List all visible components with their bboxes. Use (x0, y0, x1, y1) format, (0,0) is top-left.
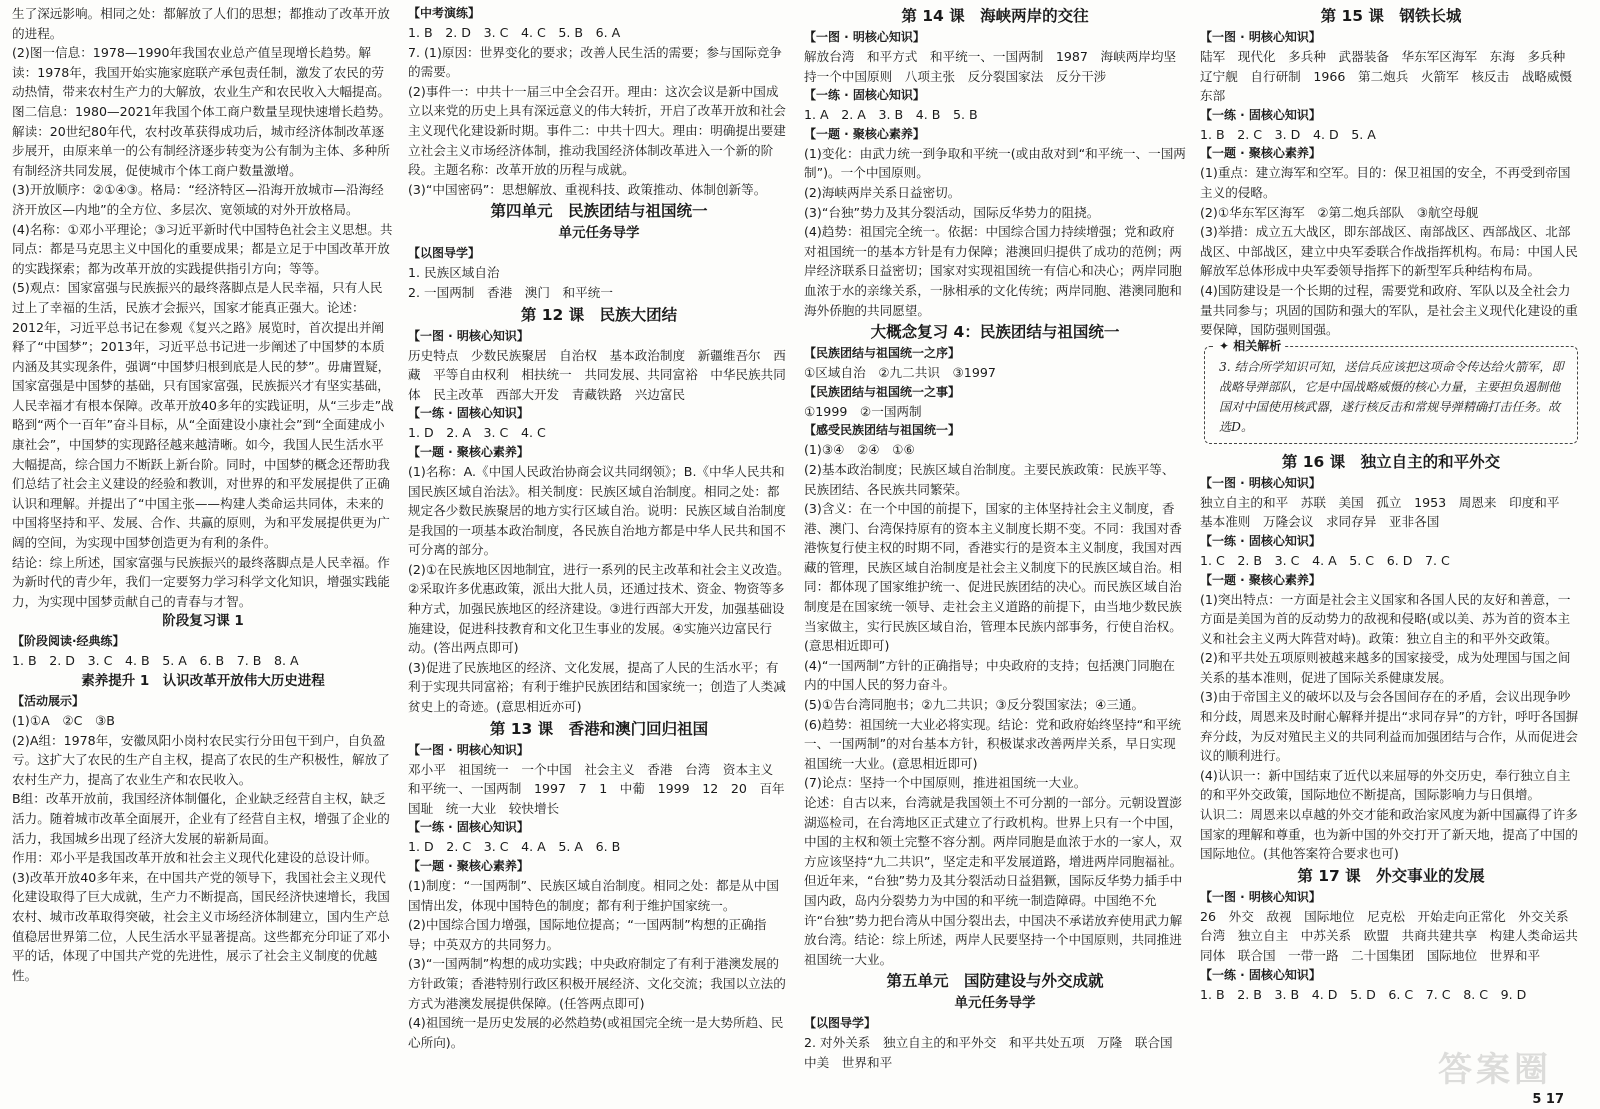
answer-paragraph: (1)③④ ②④ ①⑥ (804, 442, 915, 458)
lesson-title: 第 16 课 独立自主的和平外交 (1281, 452, 1501, 471)
column-4 (1196, 4, 1592, 1109)
answer-paragraph: (2)①华东军区海军 ②第二炮兵部队 ③航空母舰 (1200, 204, 1479, 220)
section-label: 【一图 · 明核心知识】 (1200, 475, 1321, 490)
section-label: 【阶段阅读·经典练】 (12, 634, 125, 649)
answer-paragraph: 2. 对外关系 独立自主的和平外交 和平共处五项 万隆 联合国 中美 世界和平 (804, 1035, 1186, 1070)
answer-paragraph: (3)改革开放40多年来，在中国共产党的领导下，我国社会主义现代化建设取得了巨大成就，生产力不断提高，国民经济快速增长，我国农村、城市改革取得突破，社会主义市场经济体制建立，国内生产总值稳居世界第二位，人民生活水平显著提高。这些都充分印证了邓小平的话，体现了中国共产党的先进性，展示了社会主义制度的优越性。 (12, 869, 390, 983)
answer-paragraph: (5)①告台湾同胞书；②九二共识；③反分裂国家法；④三通。 (804, 697, 1145, 713)
answer-paragraph: (4)认识一：新中国结束了近代以来屈辱的外交历史，奉行独立自主的和平外交政策，国际地位不断提高，国际影响力与日俱增。 (1200, 767, 1571, 803)
lesson-title: 大概念复习 4：民族团结与祖国统一 (870, 323, 1120, 342)
answer-paragraph: (2)A组：1978年，安徽凤阳小岗村农民实行分田包干到户，自负盈亏。这扩大了农民的生产自主权，提高了农民的生产积极性，解放了农村生产力，提高了农业生产和农民收入。 (12, 732, 390, 787)
answer-paragraph: 认识二：周恩来以卓越的外交才能和政治家风度为新中国赢得了许多国家的理解和尊重，也为新中国的外交打开了新天地，提高了中国的国际地位。(其他答案符合要求也可) (1200, 807, 1578, 862)
lesson-title: 第 13 课 香港和澳门回归祖国 (489, 719, 709, 738)
answer-paragraph: 1. B 2. C 3. D 4. D 5. A (1200, 126, 1376, 142)
section-label: 【活动展示】 (12, 694, 85, 708)
page-number: 5 17 (1532, 1092, 1564, 1107)
section-label: 【一图 · 明核心知识】 (1200, 30, 1321, 44)
answer-paragraph: 论述：自古以来，台湾就是我国领土不可分割的一部分。元朝设置澎湖巡检司，在台湾地区正式建立了行政机构。世界上只有一个中国，中国的主权和领土完整不容分割。两岸同胞是血浓于水的一家人，双方应该坚持“九二共识”，坚定走和平发展道路，增进两岸同胞福祉。但近年来，“台独”势力及其分裂活动日益猖獗，国际反华势力插手中国内政，岛内分裂势力为中国的和平统一制造障碍。中国绝不允许“台独”势力把台湾从中国分裂出去，中国决不承诺放弃使用武力解放台湾。结论：综上所述，两岸人民要坚持一个中国原则，共同推进祖国统一大业。 (804, 795, 1183, 967)
section-label: 【一练 · 固核心知识】 (1200, 533, 1321, 548)
answer-paragraph: (1)重点：建立海军和空军。目的：保卫祖国的安全，不再受到帝国主义的侵略。 (1200, 165, 1571, 200)
answer-paragraph: (3)开放顺序：②①④③。格局：“经济特区—沿海开放城市—沿海经济开放区—内地”的全方位、多层次、宽领域的对外开放格局。 (12, 182, 384, 217)
answer-paragraph: 1. A 2. A 3. B 4. B 5. B (804, 107, 978, 123)
answer-paragraph: (4)趋势：祖国完全统一。依据：中国综合国力持续增强；党和政府对祖国统一的基本方针是有力保障；港澳回归提供了成功的范例；两岸经济联系日益密切；国家对实现祖国统一有信心和决心；两岸同胞血浓于水的亲缘关系，一脉相承的文化传统；两岸同胞、港澳同胞和海外侨胞的共同愿望。 (804, 224, 1182, 318)
answer-paragraph: 1. B 2. B 3. B 4. D 5. D 6. C 7. C 8. C 9. D (1200, 986, 1527, 1002)
answer-paragraph: 结论：综上所述，国家富强与民族振兴的最终落脚点是人民幸福。作为新时代的青少年，我们一定要努力学习科学文化知识，增强实践能力，为实现中国梦贡献自己的青春与才智。 (12, 554, 390, 609)
answer-paragraph: (4)祖国统一是历史发展的必然趋势(或祖国完全统一是大势所趋、民心所向)。 (408, 1015, 784, 1050)
answer-paragraph: 陆军 现代化 多兵种 武器装备 华东军区海军 东海 多兵种 辽宁舰 自行研制 1966 第二炮兵 火箭军 核反击 战略威慑 东部 (1200, 49, 1585, 104)
answer-paragraph: 邓小平 祖国统一 一个中国 社会主义 香港 台湾 资本主义 和平统一、一国两制 1997 7 1 中葡 1999 12 20 百年国耻 统一大业 较快增长 (408, 761, 786, 816)
section-label: 【一图 · 明核心知识】 (1200, 889, 1321, 904)
section-label: 【感受民族团结与祖国统一】 (804, 423, 961, 438)
answer-paragraph: 解放台湾 和平方式 和平统一、一国两制 1987 海峡两岸均坚持一个中国原则 八项主张 反分裂国家法 反分干涉 (804, 49, 1177, 84)
answer-paragraph: (1)名称：A.《中国人民政治协商会议共同纲领》；B.《中华人民共和国民族区域自治法》。相关制度：民族区域自治制度。相同之处：都规定各少数民族聚居的地方实行区域自治。说明：民族区域自治制度是我国的一项基本政治制度，各民族自治地方都是中华人民共和国不可分离的部分。 (408, 463, 786, 558)
answer-paragraph: (2)①在民族地区因地制宜，进行一系列的民主改革和社会主义改造。②采取许多优惠政策，派出大批人员，还通过技术、资金、物资等多种方式，加强民族地区的经济建设。③进行西部大开发，加强基础设施建设，促进科技教育和文化卫生事业的发展。④实施兴边富民行动。(答出两点即可) (408, 561, 790, 656)
section-label: 【一题 · 聚核心素养】 (804, 126, 925, 141)
column-3 (800, 4, 1196, 1109)
column-1 (8, 4, 404, 1109)
subsection-title: 阶段复习课 1 (162, 613, 244, 630)
answer-paragraph: (2)事件一：中共十一届三中全会召开。理由：这次会议是新中国成立以来党的历史上具有深远意义的伟大转折，开启了改革开放和社会主义现代化建设新时期。事件二：中共十四大。理由：明确提出要建立社会主义市场经济体制，推动我国经济体制改革进入一个新的阶段。主题名称：改革开放的历程与成就。 (408, 83, 786, 178)
analysis-box (1204, 338, 1578, 444)
answer-paragraph: (3)“中国密码”：思想解放、重视科技、政策推动、体制创新等。 (408, 181, 767, 197)
section-label: 【中考演练】 (408, 6, 481, 20)
answer-paragraph: (3)“台独”势力及其分裂活动，国际反华势力的阻挠。 (804, 204, 1100, 220)
answer-paragraph: ①1999 ②一国两制 (804, 403, 922, 419)
section-label: 【一图 · 明核心知识】 (408, 328, 529, 343)
answer-paragraph: 2. 一国两制 香港 澳门 和平统一 (408, 284, 613, 300)
answer-paragraph: (5)观点：国家富强与民族振兴的最终落脚点是人民幸福，只有人民过上了幸福的生活，民族才会振兴，国家才能真正强大。论述：2012年，习近平总书记在参观《复兴之路》展览时，首次提出并阐释了“中国梦”；2013年，习近平总书记进一步阐述了中国梦的本质内涵及其实现条件，强调“中国梦归根到底是人民的梦”。毋庸置疑，国家富强是中国梦的基础，只有国家富强，民族振兴才有坚实基础，人民幸福才有根本保障。改革开放40多年的实践证明，从“三步走”战略到“两个一百年”奋斗目标，从“全面建设小康社会”到“全面建成小康社会”，中国梦的实现路径越来越清晰。如今，我国人民生活水平大幅提高，综合国力不断跃上新台阶。同时，中国梦的概念还帮助我们总结了社会主义建设的经验和教训，对世界的和平发展提供了正确认识和理解。并提出了“中国主张——构建人类命运共同体，未来的中国将坚持和平、发展、合作、共赢的原则，为和平发展提供更为广阔的空间，为实现中国梦创造更为有利的条件。 (12, 280, 394, 551)
lesson-title: 第四单元 民族团结与祖国统一 (490, 202, 708, 221)
answer-paragraph: 1. 民族区域自治 (408, 265, 500, 281)
section-label: 【一题 · 聚核心素养】 (1200, 572, 1321, 587)
section-label: 【一练 · 固核心知识】 (1200, 107, 1321, 122)
answer-paragraph: (1)突出特点：一方面是社会主义国家和各国人民的友好和善意，一方面是美国为首的反动势力的敌视和侵略(或以美、苏为首的资本主义和社会主义两大阵营对峙)。政策：独立自主的和平外交政策。 (1200, 591, 1571, 646)
answer-paragraph: ①区域自治 ②九二共识 ③1997 (804, 365, 996, 381)
answer-paragraph: (3)含义：在一个中国的前提下，国家的主体坚持社会主义制度，香港、澳门、台湾保持原有的资本主义制度长期不变。不同：我国对香港恢复行使主权的时期不同，香港实行的是资本主义制度，我国对西藏的管理，民族区域自治制度是社会主义制度下的民族区域自治。相同：都体现了国家维护统一、促进民族团结的决心。而民族区域自治制度是在国家统一领导、走社会主义道路的前提下，由当地少数民族当家做主，实行民族区域自治，管理本民族内部事务，行使自治权。(意思相近即可) (804, 501, 1182, 654)
section-label: 【一题 · 聚核心素养】 (1200, 146, 1321, 161)
subsection-title: 素养提升 1 认识改革开放伟大历史进程 (81, 673, 325, 689)
section-label: 【以图导学】 (408, 246, 481, 261)
answer-paragraph: (2)基本政治制度；民族区域自治制度。主要民族政策：民族平等、民族团结、各民族共同繁荣。 (804, 461, 1175, 497)
answer-paragraph: (2)海峡两岸关系日益密切。 (804, 184, 961, 200)
lesson-title: 第 17 课 外交事业的发展 (1297, 866, 1485, 885)
lesson-title: 第五单元 国防建设与外交成就 (886, 972, 1104, 991)
answer-paragraph: (3)举措：成立五大战区，即东部战区、南部战区、西部战区、北部战区、中部战区，建立中央军委联合作战指挥机构。布局：中国人民解放军总体形成中央军委领导指挥下的新型军兵种结构布局。 (1200, 224, 1578, 279)
answer-paragraph: 独立自主的和平 苏联 美国 孤立 1953 周恩来 印度和平 基本准则 万隆会议 求同存异 亚非各国 (1200, 494, 1573, 530)
answer-paragraph: (3)“一国两制”构想的成功实践；中央政府制定了有利于港澳发展的方针政策；香港特别行政区积极开展经济、文化交流；我国以立法的方式为港澳发展提供保障。(任答两点即可) (408, 956, 786, 1011)
answer-paragraph: (1)①A ②C ③B (12, 713, 115, 728)
section-label: 【民族团结与祖国统一之事】 (804, 384, 961, 399)
section-label: 【一图 · 明核心知识】 (408, 742, 529, 757)
analysis-box-tag: ✦ 相关解析 (1215, 337, 1285, 354)
section-label: 【一题 · 聚核心素养】 (408, 859, 529, 873)
section-label: 【一练 · 固核心知识】 (408, 820, 529, 835)
answer-paragraph: (4)国防建设是一个长期的过程，需要党和政府、军队以及全社会力量共同参与；巩固的国防和强大的军队，是社会主义现代化建设的重要保障，国防强则国强。 (1200, 282, 1578, 338)
answer-paragraph: 1. B 2. D 3. C 4. B 5. A 6. B 7. B 8. A (12, 653, 299, 669)
lesson-title: 第 12 课 民族大团结 (520, 305, 678, 324)
subsection-title: 单元任务导学 (558, 225, 640, 242)
answer-paragraph: (1)变化：由武力统一到争取和平统一(或由敌对到“和平统一、一国两制”)。一个中国原则。 (804, 145, 1186, 181)
answer-paragraph: (2)图一信息：1978—1990年我国农业总产值呈现增长趋势。解读：1978年，我国开始实施家庭联产承包责任制，激发了农民的劳动热情，带来农村生产力的大解放，农业生产和农民收入大幅提高。 (12, 45, 390, 100)
section-label: 【民族团结与祖国统一之序】 (804, 346, 961, 361)
watermark-text: 答案圈 (1438, 1049, 1552, 1090)
answer-paragraph: (1)制度：“一国两制”、民族区域自治制度。相同之处：都是从中国国情出发，体现中国特色的制度；都有利于维护国家统一。 (408, 878, 779, 913)
answer-paragraph: 历史特点 少数民族聚居 自治权 基本政治制度 新疆维吾尔 西藏 平等自由权利 相扶统一 共同发展、共同富裕 中华民族共同体 民主改革 西部大开发 青藏铁路 兴边富民 (408, 347, 786, 402)
answer-paragraph: (2)和平共处五项原则被越来越多的国家接受，成为处理国与国之间关系的基本准则，促进了国际关系健康发展。 (1200, 650, 1571, 685)
answer-paragraph: (6)趋势：祖国统一大业必将实现。结论：党和政府始终坚持“和平统一、一国两制”的对台基本方针，积极谋求改善两岸关系，早日实现祖国统一大业。(意思相近即可) (804, 716, 1181, 771)
answer-paragraph: 生了深远影响。相同之处：都解放了人们的思想；都推动了改革开放的进程。 (12, 6, 390, 41)
section-label: 【一练 · 固核心知识】 (804, 88, 925, 103)
answer-paragraph: (3)由于帝国主义的破坏以及与会各国间存在的矛盾，会议出现争吵和分歧，周恩来及时耐心解释并提出“求同存异”的方针，呼吁各国摒弃分歧，为反对殖民主义的共同利益而加强团结与合作，从而促进会议的顺利进行。 (1200, 689, 1579, 764)
answer-paragraph: (4)名称：①邓小平理论；③习近平新时代中国特色社会主义思想。共同点：都是马克思主义中国化的重要成果；都是立足于中国改革开放的实践探索；都为改革开放的实践提供指引方向；等等。 (12, 221, 393, 276)
answer-paragraph: 作用：邓小平是我国改革开放和社会主义现代化建设的总设计师。 (12, 850, 378, 866)
answer-paragraph: (3)促进了民族地区的经济、文化发展，提高了人民的生活水平；有利于实现共同富裕；有利于维护民族团结和国家统一；创造了人类减贫史上的奇迹。(意思相近亦可) (408, 659, 786, 715)
answer-paragraph: B组：改革开放前，我国经济体制僵化，企业缺乏经营自主权，缺乏活力。随着城市改革全面展开，企业有了经营自主权，增强了企业的活力，我国城乡出现了经济大发展的崭新局面。 (12, 791, 390, 846)
answer-paragraph: 1. B 2. D 3. C 4. C 5. B 6. A (408, 25, 621, 40)
lesson-title: 第 15 课 钢铁长城 (1320, 7, 1462, 25)
answer-paragraph: 7. (1)原因：世界变化的要求；改善人民生活的需要；参与国际竞争的需要。 (408, 44, 782, 80)
answer-paragraph: (2)中国综合国力增强，国际地位提高；“一国两制”构想的正确指导；中英双方的共同努力。 (408, 917, 767, 952)
section-label: 【一练 · 固核心知识】 (1200, 967, 1321, 982)
answer-paragraph: 1. D 2. A 3. C 4. C (408, 425, 546, 441)
answer-paragraph: 1. C 2. B 3. C 4. A 5. C 6. D 7. C (1200, 552, 1450, 568)
subsection-title: 单元任务导学 (954, 995, 1036, 1012)
analysis-text: 3. 结合所学知识可知，送信兵应该把这项命令传达给火箭军，即战略导弹部队，它是中国战略威慑的核心力量，主要担负遏制他国对中国使用核武器，遂行核反击和常规导弹精确打击任务。故选D。 (1219, 359, 1564, 434)
answer-paragraph: 26 外交 敌视 国际地位 尼克松 开始走向正常化 外交关系 台湾 独立自主 中苏关系 欧盟 共商共建共享 构建人类命运共同体 联合国 一带一路 二十国集团 国际地位 世界和平 (1200, 908, 1582, 963)
section-label: 【以图导学】 (804, 1016, 877, 1031)
section-label: 【一练 · 固核心知识】 (408, 406, 529, 421)
column-2 (404, 4, 800, 1109)
answer-paragraph: (4)“一国两制”方针的正确指导；中央政府的支持；包括澳门同胞在内的中国人民的努力奋斗。 (804, 657, 1175, 693)
answer-paragraph: (7)论点：坚持一个中国原则，推进祖国统一大业。 (804, 775, 1087, 791)
lesson-title: 第 14 课 海峡两岸的交往 (901, 7, 1089, 25)
answer-paragraph: 1. D 2. C 3. C 4. A 5. A 6. B (408, 839, 621, 855)
section-label: 【一图 · 明核心知识】 (804, 30, 925, 44)
watermark-logo (1410, 1031, 1580, 1101)
section-label: 【一题 · 聚核心素养】 (408, 444, 529, 459)
answer-paragraph: 图二信息：1980—2021年我国个体工商户数量呈现快速增长趋势。解读：20世纪80年代，农村改革获得成功后，城市经济体制改革逐步展开，由原来单一的公有制经济逐步转变为公有制为主体、多种所有制经济共同发展，促使城市个体工商户数量激增。 (12, 103, 391, 178)
